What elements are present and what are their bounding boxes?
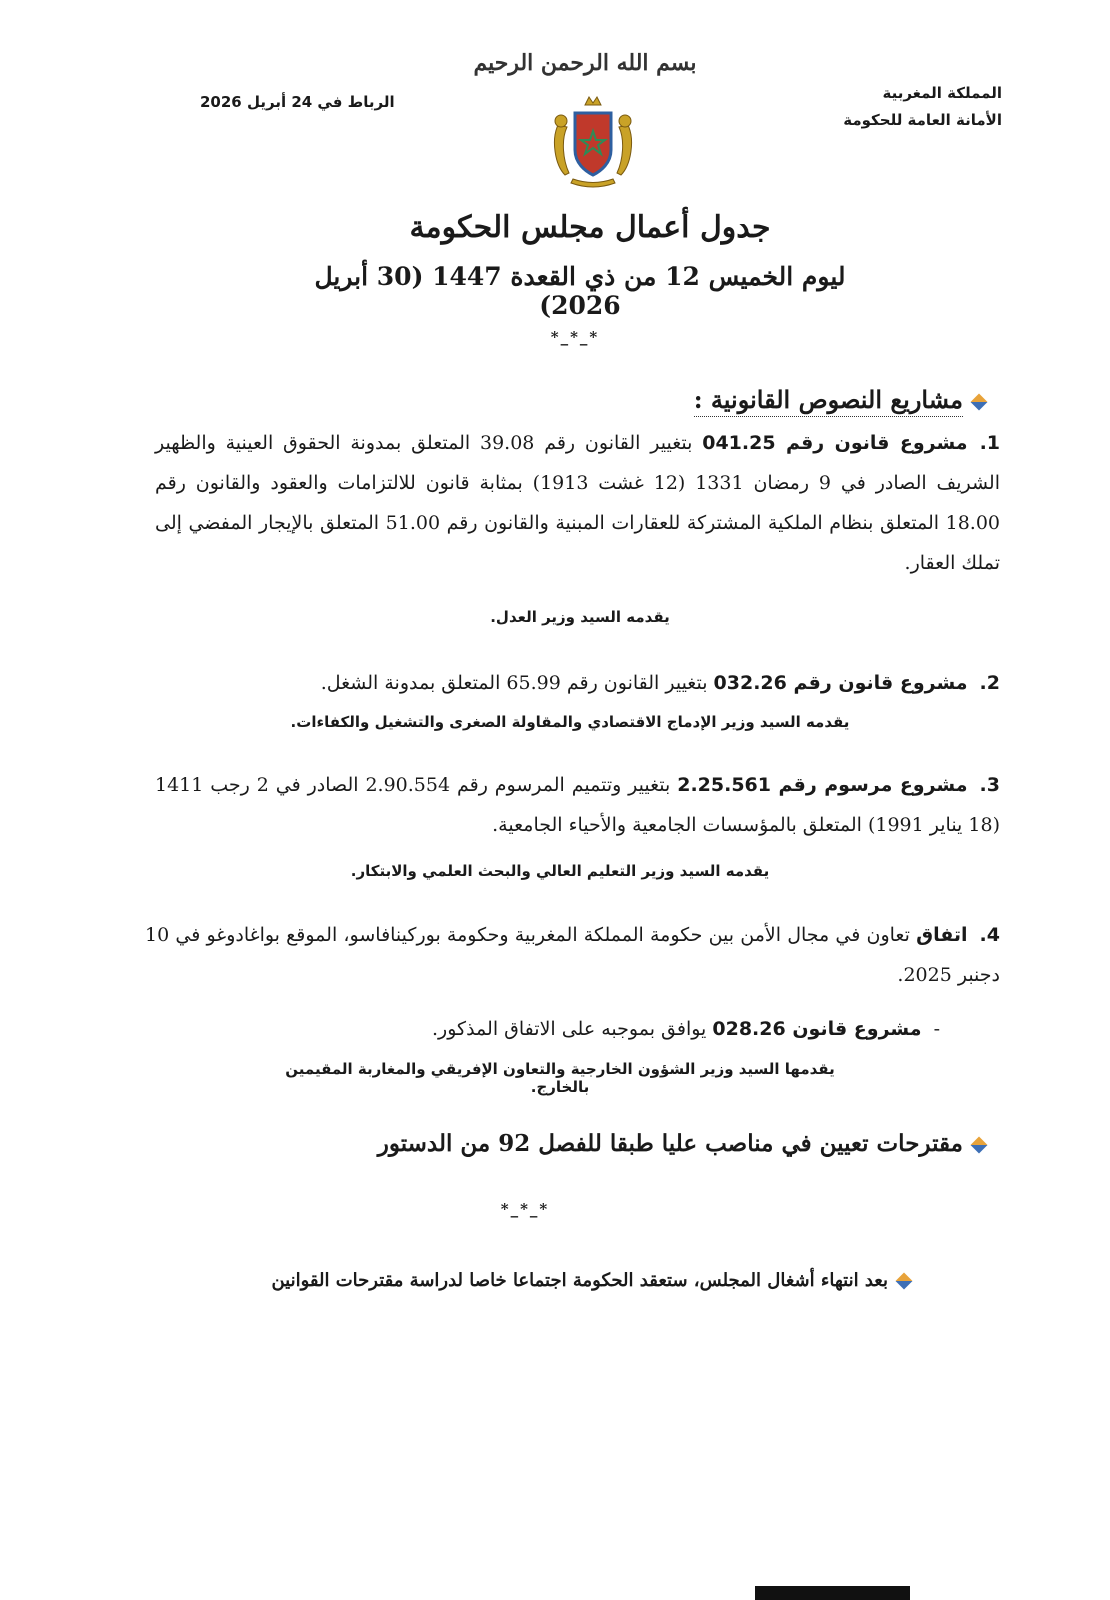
item-lead: مشروع قانون رقم 041.25	[702, 432, 968, 454]
item-text: بتغيير وتتميم المرسوم رقم 2.90.554 الصادر في 2 رجب 1411 (18 يناير 1991) المتعلق بالمؤسسات الجامعية والأحياء الجامعية.	[155, 774, 1000, 836]
item-text: تعاون في مجال الأمن بين حكومة المملكة المغربية وحكومة بوركينافاسو، الموقع بواغادوغو في 10 دجنبر 2025.	[145, 924, 1000, 986]
item-lead: مشروع قانون رقم 032.26	[713, 672, 968, 694]
dash-bullet: -	[921, 1018, 940, 1040]
section-label: مقترحات تعيين في مناصب عليا طبقا للفصل 92 من الدستور	[377, 1130, 963, 1157]
closing-note	[271, 1270, 910, 1291]
presenter-4: يقدمها السيد وزير الشؤون الخارجية والتعاون الإفريقي والمغاربة المقيمين بالخارج.	[285, 1060, 835, 1096]
agenda-item-3	[155, 765, 1000, 845]
presenter-3: يقدمه السيد وزير التعليم العالي والبحث العلمي والابتكار.	[350, 862, 770, 880]
diamond-bullet-icon	[971, 393, 988, 410]
presenter-1: يقدمه السيد وزير العدل.	[490, 608, 670, 626]
page-title: جدول أعمال مجلس الحكومة	[409, 210, 771, 245]
section-appointments	[378, 1130, 985, 1157]
org-line-1: المملكة المغربية	[882, 84, 1002, 102]
section-legal-texts	[694, 385, 985, 414]
session-date: ليوم الخميس 12 من ذي القعدة 1447 (30 أبريل 2026)	[314, 262, 846, 320]
subitem-text: يوافق بموجبه على الاتفاق المذكور.	[432, 1018, 707, 1040]
item-text: بتغيير القانون رقم 65.99 المتعلق بمدونة الشغل.	[320, 672, 708, 694]
item-lead: اتفاق	[916, 924, 968, 946]
item-number: 4.	[979, 924, 1000, 946]
item-number: 2.	[979, 672, 1000, 694]
agenda-subitem-4	[432, 1018, 940, 1040]
agenda-item-4	[145, 915, 1000, 995]
agenda-item-1	[155, 423, 1000, 583]
closing-note-text: بعد انتهاء أشغال المجلس، ستعقد الحكومة اجتماعا خاصا لدراسة مقترحات القوانين	[271, 1270, 888, 1291]
coat-of-arms-icon	[543, 95, 643, 195]
issuing-authority	[843, 80, 1002, 134]
org-line-2: الأمانة العامة للحكومة	[843, 111, 1002, 129]
basmala: بسم الله الرحمن الرحيم	[473, 50, 697, 76]
section-label: مشاريع النصوص القانونية :	[694, 385, 963, 417]
item-number: 3.	[979, 774, 1000, 796]
diamond-bullet-icon	[896, 1273, 913, 1290]
place-date: الرباط في 24 أبريل 2026	[200, 93, 395, 111]
item-number: 1.	[979, 432, 1001, 454]
diamond-bullet-icon	[971, 1137, 988, 1154]
separator-bottom: *_*_*	[500, 1200, 550, 1218]
item-text: بتغيير القانون رقم 39.08 المتعلق بمدونة الحقوق العينية والظهير الشريف الصادر في 9 رمضان 1331 (12 غشت 1913) بمثابة قانون للالتزامات والعقود والقانون رقم 18.00 المتعلق بنظام الملكية المشتركة للعقارات المبنية والقانون رقم 51.00 المتعلق بالإيجار المفضي إلى تملك العقار.	[155, 432, 1001, 574]
separator-top: *_*_*	[550, 328, 600, 346]
scan-edge-bar	[755, 1586, 910, 1600]
subitem-lead: مشروع قانون 028.26	[712, 1018, 922, 1040]
agenda-item-2	[155, 663, 1000, 703]
presenter-2: يقدمه السيد وزير الإدماج الاقتصادي والمقاولة الصغرى والتشغيل والكفاءات.	[290, 713, 850, 731]
item-lead: مشروع مرسوم رقم 2.25.561	[677, 774, 968, 796]
